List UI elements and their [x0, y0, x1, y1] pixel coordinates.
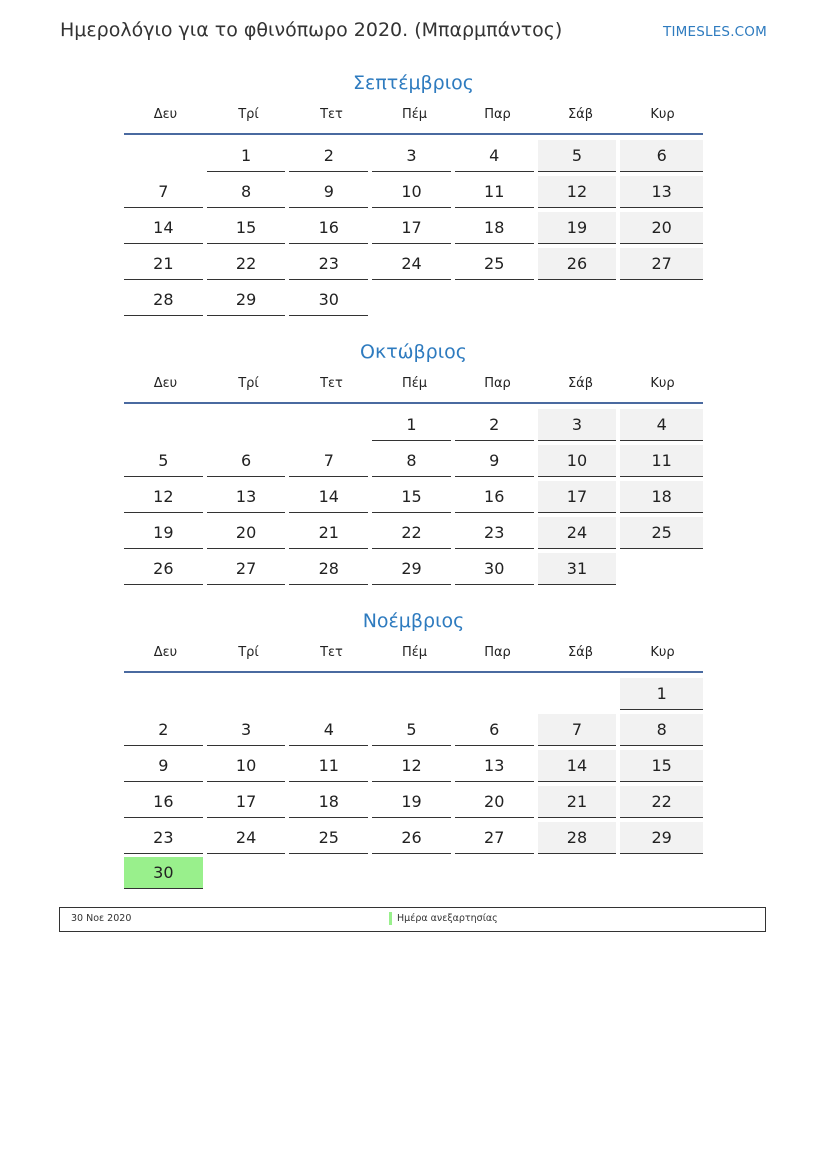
day-cell: 3: [538, 409, 617, 441]
week-row: [124, 856, 703, 892]
week-row: [124, 444, 703, 480]
empty-day-cell: [372, 284, 451, 315]
day-cell: 9: [455, 445, 534, 477]
week-row: [124, 821, 703, 857]
day-cell: 29: [372, 553, 451, 585]
day-cell: 25: [455, 248, 534, 280]
day-cell: 19: [538, 212, 617, 244]
week-row: [124, 516, 703, 552]
day-cell: 5: [372, 714, 451, 746]
day-cell: 4: [289, 714, 368, 746]
week-row: [124, 552, 703, 588]
day-cell: 11: [620, 445, 703, 477]
empty-day-cell: [289, 409, 368, 440]
day-cell: 24: [538, 517, 617, 549]
month-grid: [124, 408, 703, 587]
day-cell: 14: [289, 481, 368, 513]
day-cell: 29: [620, 822, 703, 854]
weekday-header: [124, 643, 703, 673]
weekday-label: Τρί: [238, 645, 259, 660]
day-cell: 11: [289, 750, 368, 782]
day-cell: 13: [207, 481, 286, 513]
weekday-label: Τετ: [320, 107, 343, 122]
day-cell: 26: [538, 248, 617, 280]
day-cell: 22: [372, 517, 451, 549]
empty-day-cell: [372, 857, 451, 888]
day-cell: 6: [620, 140, 703, 172]
day-cell: 24: [372, 248, 451, 280]
day-cell: 8: [207, 176, 286, 208]
day-cell: 27: [455, 822, 534, 854]
legend-date: 30 Νοε 2020: [71, 913, 132, 924]
day-cell: 4: [620, 409, 703, 441]
empty-day-cell: [289, 678, 368, 709]
day-cell: 27: [620, 248, 703, 280]
day-cell: 28: [124, 284, 203, 316]
day-cell: 8: [372, 445, 451, 477]
day-cell: 6: [207, 445, 286, 477]
week-row: [124, 785, 703, 821]
week-row: [124, 175, 703, 211]
week-row: [124, 211, 703, 247]
week-row: [124, 677, 703, 713]
empty-day-cell: [207, 409, 286, 440]
weekday-label: Τρί: [238, 107, 259, 122]
empty-day-cell: [207, 857, 286, 888]
empty-day-cell: [538, 678, 617, 709]
day-cell: 1: [372, 409, 451, 441]
day-cell: 17: [538, 481, 617, 513]
weekday-label: Δευ: [153, 376, 178, 391]
day-cell: 16: [455, 481, 534, 513]
weekday-label: Σάβ: [567, 645, 594, 660]
weekday-label: Σάβ: [567, 107, 594, 122]
day-cell: 16: [289, 212, 368, 244]
day-cell: 5: [538, 140, 617, 172]
day-cell: 24: [207, 822, 286, 854]
week-row: [124, 749, 703, 785]
month-block: [124, 338, 703, 587]
day-cell: 25: [289, 822, 368, 854]
day-cell: 29: [207, 284, 286, 316]
weekday-label: Παρ: [484, 107, 511, 122]
weekday-header: [124, 105, 703, 135]
holiday-day-cell: 30: [124, 857, 203, 889]
weekday-label: Πέμ: [401, 645, 428, 660]
weekday-header: [124, 374, 703, 404]
weekday-label: Δευ: [153, 645, 178, 660]
day-cell: 3: [207, 714, 286, 746]
weekday-label: Τετ: [320, 376, 343, 391]
empty-day-cell: [455, 857, 534, 888]
day-cell: 17: [372, 212, 451, 244]
day-cell: 15: [207, 212, 286, 244]
day-cell: 30: [289, 284, 368, 316]
day-cell: 18: [620, 481, 703, 513]
empty-day-cell: [620, 857, 703, 888]
day-cell: 11: [455, 176, 534, 208]
weekday-label: Δευ: [153, 107, 178, 122]
day-cell: 12: [124, 481, 203, 513]
empty-day-cell: [455, 678, 534, 709]
brand-link[interactable]: TIMESLES.COM: [663, 24, 767, 40]
day-cell: 7: [124, 176, 203, 208]
day-cell: 9: [124, 750, 203, 782]
week-row: [124, 713, 703, 749]
day-cell: 23: [455, 517, 534, 549]
day-cell: 28: [289, 553, 368, 585]
day-cell: 22: [207, 248, 286, 280]
week-row: [124, 247, 703, 283]
weekday-label: Παρ: [484, 645, 511, 660]
day-cell: 15: [620, 750, 703, 782]
day-cell: 7: [538, 714, 617, 746]
month-name: Νοέμβριος: [362, 610, 465, 632]
legend-label: Ημέρα ανεξαρτησίας: [397, 913, 498, 924]
day-cell: 2: [289, 140, 368, 172]
empty-day-cell: [207, 678, 286, 709]
day-cell: 31: [538, 553, 617, 585]
week-row: [124, 408, 703, 444]
day-cell: 21: [289, 517, 368, 549]
weekday-label: Τρί: [238, 376, 259, 391]
day-cell: 17: [207, 786, 286, 818]
empty-day-cell: [620, 284, 703, 315]
day-cell: 8: [620, 714, 703, 746]
month-name: Σεπτέμβριος: [353, 72, 474, 94]
day-cell: 10: [372, 176, 451, 208]
day-cell: 12: [538, 176, 617, 208]
day-cell: 26: [124, 553, 203, 585]
empty-day-cell: [538, 857, 617, 888]
day-cell: 25: [620, 517, 703, 549]
day-cell: 14: [124, 212, 203, 244]
day-cell: 20: [620, 212, 703, 244]
empty-day-cell: [372, 678, 451, 709]
weekday-label: Σάβ: [567, 376, 594, 391]
day-cell: 12: [372, 750, 451, 782]
month-block: [124, 69, 703, 318]
day-cell: 10: [207, 750, 286, 782]
week-row: [124, 283, 703, 319]
day-cell: 30: [455, 553, 534, 585]
day-cell: 19: [372, 786, 451, 818]
day-cell: 22: [620, 786, 703, 818]
day-cell: 6: [455, 714, 534, 746]
day-cell: 13: [455, 750, 534, 782]
day-cell: 26: [372, 822, 451, 854]
day-cell: 9: [289, 176, 368, 208]
day-cell: 2: [124, 714, 203, 746]
day-cell: 20: [455, 786, 534, 818]
day-cell: 23: [124, 822, 203, 854]
weekday-label: Κυρ: [650, 376, 675, 391]
empty-day-cell: [289, 857, 368, 888]
month-grid: [124, 677, 703, 892]
day-cell: 28: [538, 822, 617, 854]
day-cell: 18: [289, 786, 368, 818]
empty-day-cell: [538, 284, 617, 315]
empty-day-cell: [455, 284, 534, 315]
day-cell: 13: [620, 176, 703, 208]
day-cell: 18: [455, 212, 534, 244]
empty-day-cell: [124, 678, 203, 709]
holiday-color-marker: [389, 912, 392, 925]
month-name: Οκτώβριος: [360, 341, 467, 363]
day-cell: 23: [289, 248, 368, 280]
empty-day-cell: [124, 409, 203, 440]
weekday-label: Πέμ: [401, 107, 428, 122]
day-cell: 1: [620, 678, 703, 710]
empty-day-cell: [124, 140, 203, 171]
day-cell: 5: [124, 445, 203, 477]
month-block: [124, 607, 703, 892]
day-cell: 27: [207, 553, 286, 585]
day-cell: 1: [207, 140, 286, 172]
day-cell: 21: [124, 248, 203, 280]
day-cell: 15: [372, 481, 451, 513]
week-row: [124, 480, 703, 516]
day-cell: 10: [538, 445, 617, 477]
weekday-label: Κυρ: [650, 107, 675, 122]
week-row: [124, 139, 703, 175]
day-cell: 3: [372, 140, 451, 172]
weekday-label: Παρ: [484, 376, 511, 391]
month-grid: [124, 139, 703, 318]
weekday-label: Κυρ: [650, 645, 675, 660]
weekday-label: Πέμ: [401, 376, 428, 391]
page-title: Ημερολόγιο για το φθινόπωρο 2020. (Μπαρμπάντος): [60, 19, 563, 41]
day-cell: 4: [455, 140, 534, 172]
day-cell: 21: [538, 786, 617, 818]
day-cell: 7: [289, 445, 368, 477]
day-cell: 19: [124, 517, 203, 549]
empty-day-cell: [620, 553, 703, 584]
day-cell: 14: [538, 750, 617, 782]
holiday-legend: [59, 907, 766, 932]
day-cell: 20: [207, 517, 286, 549]
weekday-label: Τετ: [320, 645, 343, 660]
day-cell: 2: [455, 409, 534, 441]
day-cell: 16: [124, 786, 203, 818]
